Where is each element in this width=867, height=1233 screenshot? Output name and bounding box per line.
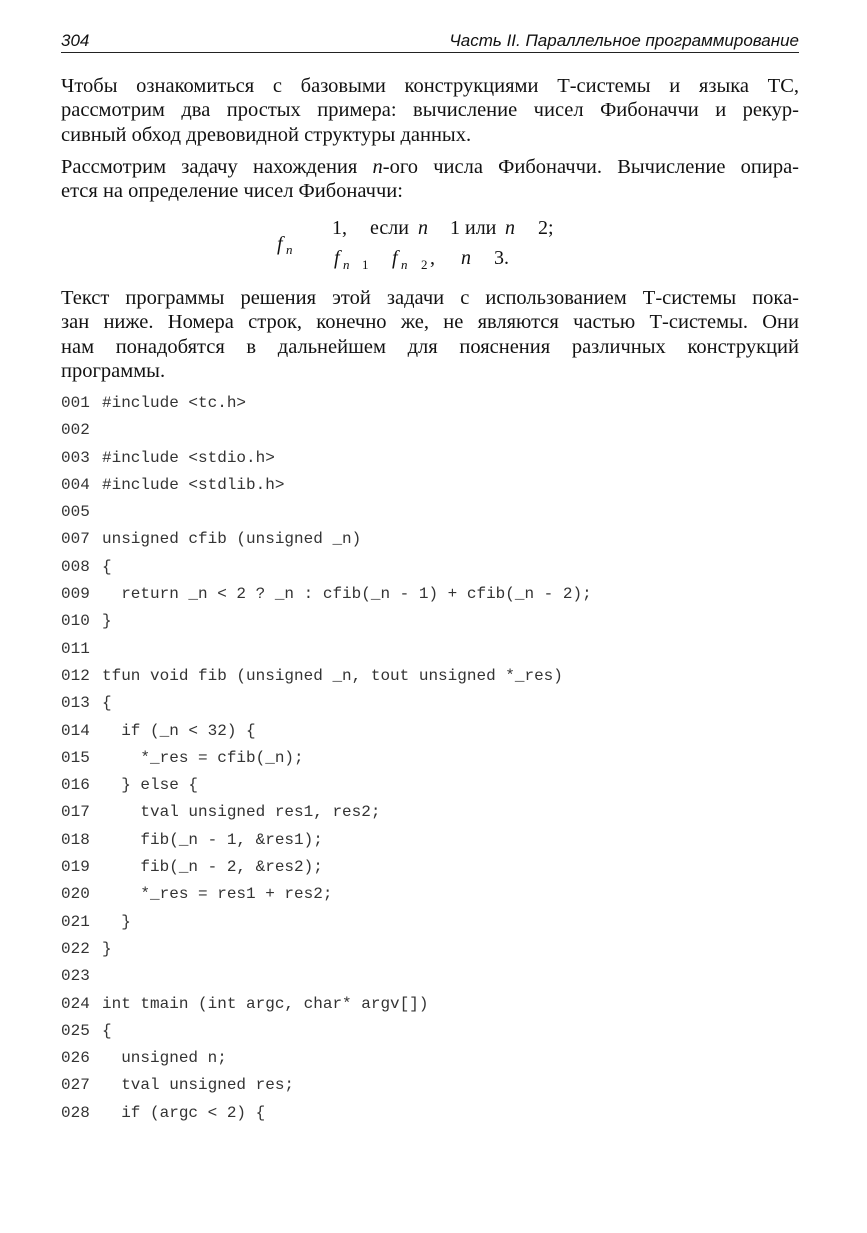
code-line-number: 016 (61, 776, 90, 795)
code-line-number: 015 (61, 748, 90, 767)
formula-case2-f1: f (334, 247, 340, 269)
formula-case1-if: если (370, 217, 409, 239)
code-line (61, 719, 801, 746)
formula-case2-f2-sub-num: 2 (421, 257, 428, 272)
code-line-number: 009 (61, 585, 90, 604)
code-line (61, 446, 801, 473)
formula-case2-f2: f (392, 247, 398, 269)
code-line-text: fib(_n - 2, &res2); (102, 858, 323, 877)
code-line (61, 773, 801, 800)
code-line-number: 025 (61, 1021, 90, 1040)
code-line (61, 1073, 801, 1100)
code-line-number: 013 (61, 694, 90, 713)
code-line-number: 012 (61, 666, 90, 685)
code-line-text: { (102, 694, 112, 713)
code-line-number: 014 (61, 721, 90, 740)
code-line-number: 028 (61, 1103, 90, 1122)
code-line-number: 010 (61, 612, 90, 631)
code-line-text: *_res = cfib(_n); (102, 748, 304, 767)
formula-case2-f1-sub: n (343, 257, 350, 272)
code-line-text: tval unsigned res1, res2; (102, 803, 381, 822)
code-line (61, 964, 801, 991)
code-line-text: tfun void fib (unsigned _n, tout unsigned *_res) (102, 666, 563, 685)
text-line: Рассмотрим задачу нахождения n-ого числа Фибоначчи. Вычисление опира- (61, 156, 800, 178)
code-line-number: 024 (61, 994, 90, 1013)
code-line-text: tval unsigned res; (102, 1076, 295, 1095)
formula-case1-var2: n (505, 217, 515, 239)
code-line-number: 022 (61, 939, 90, 958)
code-line (61, 555, 801, 582)
code-line-text: { (102, 1021, 112, 1040)
page-number: 304 (61, 31, 90, 50)
code-line-text: } (102, 612, 112, 631)
formula-case2-f1-sub-num: 1 (362, 257, 369, 272)
code-line-number: 021 (61, 912, 90, 931)
code-line-text: int tmain (int argc, char* argv[]) (102, 994, 429, 1013)
code-line-text: { (102, 557, 112, 576)
code-line-text: unsigned cfib (unsigned _n) (102, 530, 362, 549)
code-line-number: 001 (61, 394, 90, 412)
code-line (61, 582, 801, 609)
code-line-number: 017 (61, 803, 90, 822)
code-line-text: return _n < 2 ? _n : cfib(_n - 1) + cfib(_n - 2); (102, 585, 592, 604)
code-line-number: 018 (61, 830, 90, 849)
code-line (61, 910, 801, 937)
code-line (61, 391, 801, 418)
text-line: нам понадобятся в дальнейшем для пояснения различных конструкций (61, 335, 799, 358)
code-line-text: #include <stdio.h> (102, 448, 275, 467)
code-line (61, 746, 801, 773)
formula-case2-f2-sub: n (401, 257, 408, 272)
formula-lhs-sub: n (286, 242, 293, 257)
code-line (61, 691, 801, 718)
code-line-text: *_res = res1 + res2; (102, 885, 333, 904)
code-line (61, 473, 801, 500)
code-line (61, 609, 801, 636)
program-paragraph (61, 286, 799, 384)
code-line-number: 004 (61, 475, 90, 494)
code-line (61, 992, 801, 1019)
code-line (61, 855, 801, 882)
code-line (61, 664, 801, 691)
code-line-number: 020 (61, 885, 90, 904)
code-line (61, 828, 801, 855)
formula-case1-value: 1, (332, 217, 347, 239)
code-line (61, 500, 801, 527)
code-line (61, 1046, 801, 1073)
code-listing (61, 391, 801, 1128)
fibonacci-formula (0, 0, 867, 290)
code-line-number: 007 (61, 530, 90, 549)
code-line-text: unsigned n; (102, 1049, 227, 1068)
formula-case2-comma: , (430, 247, 435, 269)
code-line-text: fib(_n - 1, &res1); (102, 830, 323, 849)
code-line-number: 002 (61, 421, 90, 440)
code-line-number: 011 (61, 639, 90, 658)
code-line (61, 800, 801, 827)
code-line (61, 937, 801, 964)
text-line: ется на определение чисел Фибоначчи: (61, 180, 403, 203)
code-line-text: if (_n < 32) { (102, 721, 256, 740)
code-line (61, 882, 801, 909)
code-line-number: 003 (61, 448, 90, 467)
text-line: рассмотрим два простых примера: вычисление чисел Фибоначчи и рекур- (61, 99, 799, 122)
code-line (61, 1101, 801, 1128)
code-line-text: } (102, 912, 131, 931)
code-line (61, 1019, 801, 1046)
formula-case1-num2: 2; (538, 217, 554, 239)
code-line-text: #include <stdlib.h> (102, 475, 285, 494)
code-line-number: 026 (61, 1049, 90, 1068)
code-line (61, 527, 801, 554)
text-line: Текст программы решения этой задачи с использованием Т-системы пока- (61, 287, 799, 309)
text-line: Чтобы ознакомиться с базовыми конструкциями Т-системы и языка ТС, (61, 75, 799, 97)
formula-case2-var: n (461, 247, 471, 269)
code-line-number: 019 (61, 858, 90, 877)
formula-case1-or: или (465, 217, 497, 239)
code-line-text: } else { (102, 776, 199, 795)
text-line: программы. (61, 360, 166, 383)
text-line: сивный обход древовидной структуры данных. (61, 123, 472, 146)
code-line-number: 008 (61, 557, 90, 576)
code-line-text: #include <tc.h> (102, 394, 247, 412)
code-line-number: 027 (61, 1076, 90, 1095)
code-line-text: if (argc < 2) { (102, 1103, 266, 1122)
formula-case2-num: 3. (494, 247, 509, 269)
code-line (61, 637, 801, 664)
formula-lhs: f (277, 233, 283, 255)
formula-case1-var1: n (418, 217, 428, 239)
code-line-number: 023 (61, 967, 90, 986)
text-line: зан ниже. Номера строк, конечно же, не являются частью Т-системы. Они (61, 311, 799, 334)
formula-case1-num1: 1 (450, 217, 460, 239)
section-title: Часть II. Параллельное программирование (449, 31, 799, 50)
code-line-text: } (102, 939, 112, 958)
code-line (61, 418, 801, 445)
code-line-number: 005 (61, 503, 90, 522)
